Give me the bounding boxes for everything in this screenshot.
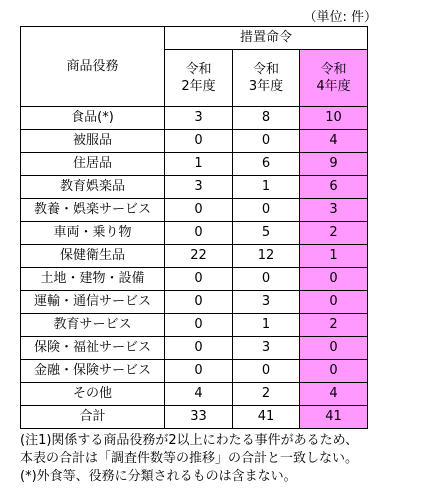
value-cell: 4 bbox=[165, 383, 233, 406]
row-label: 土地・建物・設備 bbox=[21, 268, 165, 291]
notes bbox=[20, 432, 358, 486]
value-cell: 12 bbox=[233, 245, 300, 268]
table-row bbox=[21, 360, 368, 383]
value-cell: 6 bbox=[300, 176, 368, 199]
value-cell: 0 bbox=[165, 337, 233, 360]
row-label: 教育娯楽品 bbox=[21, 176, 165, 199]
table-row bbox=[21, 268, 368, 291]
row-label: 車両・乗り物 bbox=[21, 222, 165, 245]
table-row bbox=[21, 130, 368, 153]
value-cell: 0 bbox=[300, 337, 368, 360]
year-header-r4: 令和 4年度 bbox=[300, 50, 368, 107]
value-cell: 33 bbox=[165, 406, 233, 429]
unit-label: （単位: 件） bbox=[303, 10, 377, 25]
value-cell: 0 bbox=[165, 268, 233, 291]
table-row bbox=[21, 176, 368, 199]
value-cell: 0 bbox=[233, 199, 300, 222]
value-cell: 5 bbox=[233, 222, 300, 245]
value-cell: 0 bbox=[233, 130, 300, 153]
table-row bbox=[21, 199, 368, 222]
value-cell: 41 bbox=[300, 406, 368, 429]
value-cell: 2 bbox=[300, 222, 368, 245]
row-label: 被服品 bbox=[21, 130, 165, 153]
value-cell: 4 bbox=[300, 130, 368, 153]
table-row bbox=[21, 107, 368, 130]
value-cell: 10 bbox=[300, 107, 368, 130]
row-label: その他 bbox=[21, 383, 165, 406]
note-line: 本表の合計は「調査件数等の推移」の合計と一致しない。 bbox=[20, 451, 359, 466]
value-cell: 4 bbox=[300, 383, 368, 406]
total-label: 合計 bbox=[21, 406, 165, 429]
row-label: 金融・保険サービス bbox=[21, 360, 165, 383]
row-label: 教養・娯楽サービス bbox=[21, 199, 165, 222]
value-cell: 41 bbox=[233, 406, 300, 429]
value-cell: 3 bbox=[233, 337, 300, 360]
value-cell: 0 bbox=[233, 360, 300, 383]
table-row bbox=[21, 383, 368, 406]
value-cell: 1 bbox=[233, 176, 300, 199]
value-cell: 0 bbox=[300, 291, 368, 314]
value-cell: 0 bbox=[165, 130, 233, 153]
value-cell: 3 bbox=[300, 199, 368, 222]
value-cell: 2 bbox=[233, 383, 300, 406]
table-row bbox=[21, 337, 368, 360]
value-cell: 3 bbox=[165, 176, 233, 199]
row-label: 食品(*) bbox=[21, 107, 165, 130]
value-cell: 0 bbox=[165, 199, 233, 222]
value-cell: 1 bbox=[165, 153, 233, 176]
value-cell: 0 bbox=[300, 360, 368, 383]
value-cell: 0 bbox=[233, 268, 300, 291]
category-header: 商品役務 bbox=[21, 27, 165, 107]
year-header-r3: 令和 3年度 bbox=[233, 50, 300, 107]
row-label: 運輸・通信サービス bbox=[21, 291, 165, 314]
value-cell: 0 bbox=[300, 268, 368, 291]
group-header: 措置命令 bbox=[165, 27, 368, 50]
value-cell: 2 bbox=[300, 314, 368, 337]
table-body bbox=[21, 107, 368, 429]
value-cell: 8 bbox=[233, 107, 300, 130]
table-row bbox=[21, 222, 368, 245]
table-row bbox=[21, 291, 368, 314]
value-cell: 3 bbox=[165, 107, 233, 130]
total-row bbox=[21, 406, 368, 429]
value-cell: 6 bbox=[233, 153, 300, 176]
note-line: (*)外食等、役務に分類されるものは含まない。 bbox=[20, 469, 297, 484]
measures-table bbox=[20, 26, 368, 429]
table-row bbox=[21, 153, 368, 176]
value-cell: 0 bbox=[165, 314, 233, 337]
value-cell: 22 bbox=[165, 245, 233, 268]
value-cell: 1 bbox=[233, 314, 300, 337]
row-label: 教育サービス bbox=[21, 314, 165, 337]
value-cell: 9 bbox=[300, 153, 368, 176]
note-line: (注1)関係する商品役務が2以上にわたる事件があるため、 bbox=[20, 433, 359, 448]
row-label: 保険・福祉サービス bbox=[21, 337, 165, 360]
row-label: 住居品 bbox=[21, 153, 165, 176]
table-row bbox=[21, 245, 368, 268]
value-cell: 0 bbox=[165, 360, 233, 383]
value-cell: 1 bbox=[300, 245, 368, 268]
value-cell: 3 bbox=[233, 291, 300, 314]
value-cell: 0 bbox=[165, 291, 233, 314]
value-cell: 0 bbox=[165, 222, 233, 245]
row-label: 保健衛生品 bbox=[21, 245, 165, 268]
year-header-r2: 令和 2年度 bbox=[165, 50, 233, 107]
table-row bbox=[21, 314, 368, 337]
